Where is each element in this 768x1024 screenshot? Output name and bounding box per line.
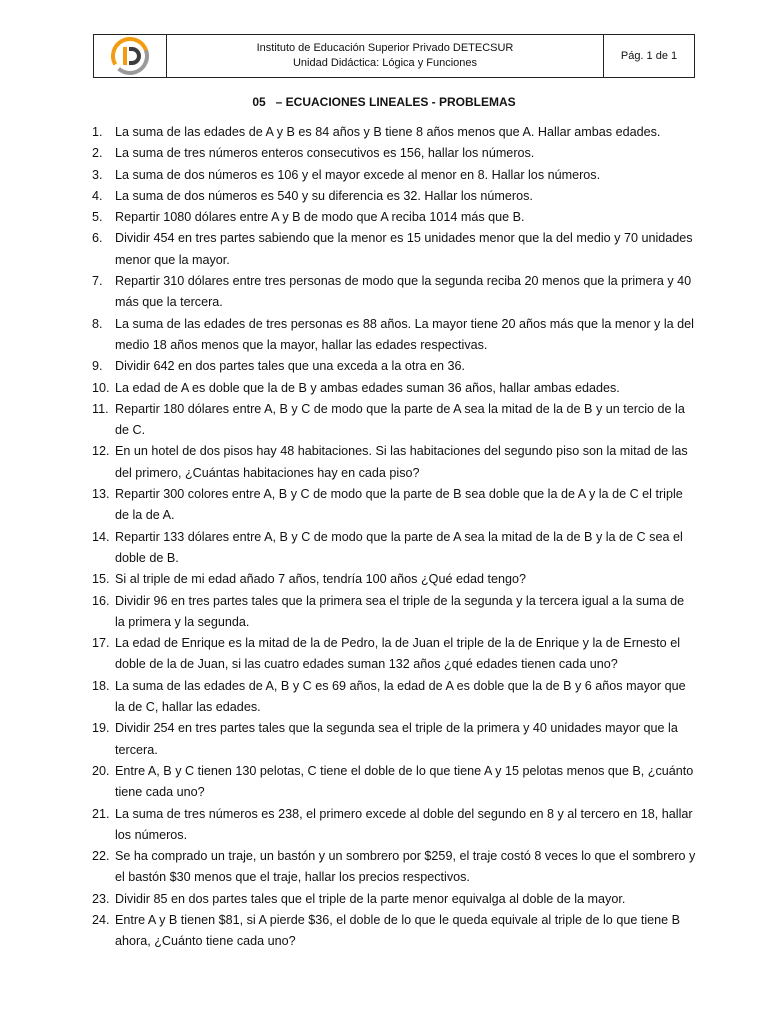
problem-number: 9.	[92, 359, 103, 374]
problem-item	[92, 122, 696, 143]
problem-number: 8.	[92, 316, 103, 331]
problem-text: La suma de las edades de tres personas es 88 años. La mayor tiene 20 años más que la menor y la del medio 18 años menos que la mayor, hallar las edades respectivas.	[115, 316, 694, 352]
problem-number: 12.	[92, 444, 110, 459]
problem-text: Se ha comprado un traje, un bastón y un sombrero por $259, el traje costó 8 veces lo que el sombrero y el bastón $30 menos que el traje, hallar los precios respectivos.	[115, 849, 696, 885]
problem-item	[92, 804, 696, 847]
detecsur-logo-icon	[110, 36, 150, 76]
institute-name: Instituto de Educación Superior Privado DETECSUR	[256, 42, 514, 54]
problem-number: 5.	[92, 210, 103, 225]
problem-text: Dividir 96 en tres partes tales que la primera sea el triple de la segunda y la tercera igual a la suma de la primera y la segunda.	[115, 593, 685, 629]
problem-number: 20.	[92, 763, 110, 778]
problem-text: La edad de A es doble que la de B y ambas edades suman 36 años, hallar ambas edades.	[115, 380, 620, 395]
problem-item	[92, 484, 696, 527]
problem-item	[92, 889, 696, 910]
problem-text: Dividir 454 en tres partes sabiendo que la menor es 15 unidades menor que la del medio y 70 unidades menor que la mayor.	[115, 231, 693, 267]
problem-item	[92, 314, 696, 357]
problem-item	[92, 271, 696, 314]
logo-cell	[94, 35, 167, 77]
problem-text: La suma de tres números enteros consecutivos es 156, hallar los números.	[115, 146, 535, 161]
problem-text: Repartir 300 colores entre A, B y C de modo que la parte de B sea doble que la de A y la de C el triple de la de A.	[115, 487, 683, 523]
problem-text: Dividir 85 en dos partes tales que el triple de la parte menor equivalga al doble de la mayor.	[115, 891, 626, 906]
problem-number: 4.	[92, 188, 103, 203]
problem-item	[92, 165, 696, 186]
problem-text: Repartir 180 dólares entre A, B y C de modo que la parte de A sea la mitad de la de B y un tercio de la de C.	[115, 401, 685, 438]
problem-number: 3.	[92, 167, 103, 182]
problem-text: La suma de dos números es 540 y su diferencia es 32. Hallar los números.	[115, 188, 533, 203]
problem-number: 2.	[92, 146, 103, 161]
problem-text: La edad de Enrique es la mitad de la de Pedro, la de Juan el triple de la de Enrique y la de Ernesto el doble de la de Juan, si las cuatro edades suman 132 años ¿qué edades tienen cada uno?	[115, 636, 680, 672]
problem-number: 19.	[92, 721, 110, 736]
problem-text: Repartir 133 dólares entre A, B y C de modo que la parte de A sea la mitad de la de B y la de C sea el doble de B.	[115, 529, 683, 565]
problem-item	[92, 228, 696, 271]
problem-text: Entre A y B tienen $81, si A pierde $36, el doble de lo que le queda equivale al triple de lo que tiene B ahora, ¿Cuánto tiene cada uno?	[115, 912, 681, 949]
problem-list	[92, 122, 696, 953]
problem-number: 15.	[92, 572, 110, 587]
problem-text: La suma de las edades de A y B es 84 años y B tiene 8 años menos que A. Hallar ambas edades.	[115, 125, 661, 139]
problem-number: 22.	[92, 849, 110, 864]
problem-number: 17.	[92, 636, 110, 651]
didactic-unit: Unidad Didáctica: Lógica y Funciones	[292, 57, 478, 69]
problem-item	[92, 591, 696, 634]
problem-item	[92, 207, 696, 228]
page-number: Pág. 1 de 1	[620, 50, 678, 62]
problem-item	[92, 569, 696, 590]
problem-item	[92, 676, 696, 719]
problem-number: 21.	[92, 806, 110, 821]
problem-number: 18.	[92, 678, 110, 693]
problem-item	[92, 441, 696, 484]
problem-text: Dividir 642 en dos partes tales que una exceda a la otra en 36.	[115, 359, 466, 374]
problem-number: 6.	[92, 231, 103, 246]
problem-item	[92, 399, 696, 442]
problem-text: Repartir 1080 dólares entre A y B de modo que A reciba 1014 más que B.	[115, 210, 525, 225]
page-number-cell	[604, 35, 694, 77]
problem-text: Repartir 310 dólares entre tres personas de modo que la segunda reciba 20 menos que la primera y 40 más que la tercera.	[115, 274, 692, 310]
problem-item	[92, 910, 696, 953]
problem-number: 10.	[92, 380, 110, 395]
problem-item	[92, 761, 696, 804]
problem-text: Si al triple de mi edad añado 7 años, tendría 100 años ¿Qué edad tengo?	[115, 572, 526, 587]
problem-number: 11.	[92, 401, 109, 416]
problem-text: Dividir 254 en tres partes tales que la segunda sea el triple de la primera y 40 unidades mayor que la tercera.	[115, 721, 678, 757]
problem-item	[92, 186, 696, 207]
problem-item	[92, 356, 696, 377]
problem-number: 13.	[92, 487, 110, 502]
problem-number: 16.	[92, 593, 110, 608]
problem-text: Entre A, B y C tienen 130 pelotas, C tiene el doble de lo que tiene A y 15 pelotas menos que B, ¿cuánto tiene cada uno?	[115, 763, 694, 800]
problem-item	[92, 143, 696, 164]
problem-number: 14.	[92, 529, 110, 544]
problem-number: 7.	[92, 274, 103, 289]
problem-item	[92, 527, 696, 570]
institute-info	[167, 35, 604, 77]
problem-number: 23.	[92, 891, 110, 906]
problem-text: En un hotel de dos pisos hay 48 habitaciones. Si las habitaciones del segundo piso son la mitad de las del primero, ¿Cuántas habitaciones hay en cada piso?	[115, 444, 688, 480]
problem-text: La suma de las edades de A, B y C es 69 años, la edad de A es doble que la de B y 6 años mayor que la de C, hallar las edades.	[115, 678, 686, 715]
problem-text: La suma de tres números es 238, el primero excede al doble del segundo en 8 y al tercero en 18, hallar los números.	[115, 806, 693, 842]
problem-item	[92, 633, 696, 676]
problem-item	[92, 846, 696, 889]
document-header	[93, 34, 695, 78]
problem-number: 1.	[92, 125, 103, 139]
problem-text: La suma de dos números es 106 y el mayor excede al menor en 8. Hallar los números.	[115, 167, 601, 182]
worksheet-title: 05 – ECUACIONES LINEALES - PROBLEMAS	[252, 95, 516, 109]
problem-number: 24.	[92, 912, 110, 927]
problem-item	[92, 718, 696, 761]
problem-item	[92, 378, 696, 399]
